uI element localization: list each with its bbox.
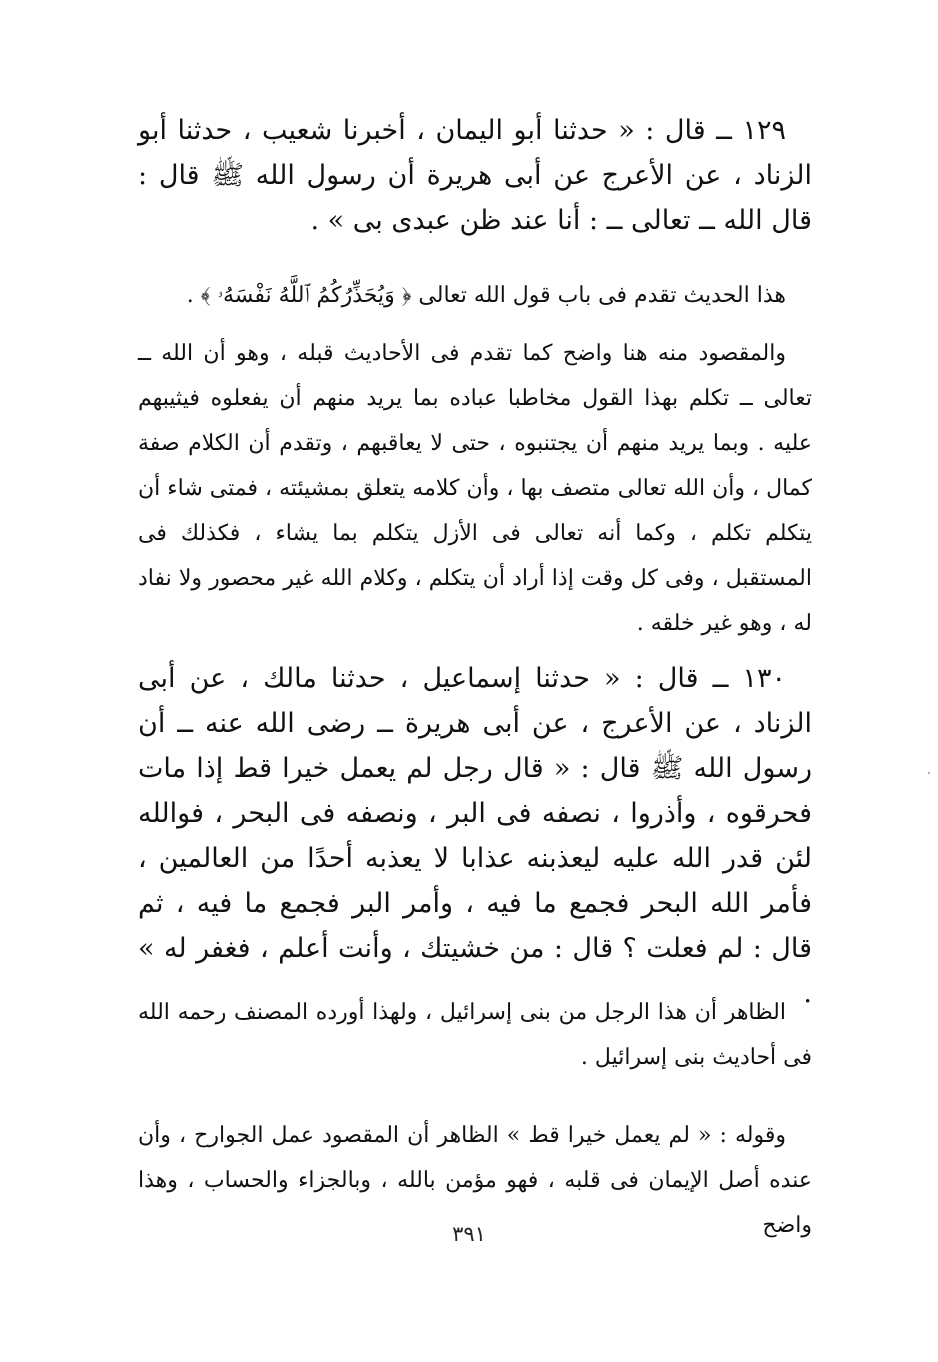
margin-speck xyxy=(928,772,930,774)
hadith-129-block xyxy=(138,108,812,243)
commentary-129-paragraph-2: والمقصود منه هنا واضح كما تقدم فى الأحاديث قبله ، وهو أن الله ــ تعالى ــ تكلم بهذا القول مخاطبا عباده بما يريد منهم أن يفعلوه فيثيبهم عليه . وبما يريد منهم أن يجتنبوه ، حتى لا يعاقبهم ، وتقدم أن الكلام صفة كمال ، وأن الله تعالى متصف بها ، وأن كلامه يتعلق بمشيئته ، فمتى شاء أن يتكلم تكلم ، وكما أنه تعالى فى الأزل يتكلم بما يشاء ، فكذلك فى المستقبل ، وفى كل وقت إذا أراد أن يتكلم ، وكلام الله غير محصور ولا نفاد له ، وهو غير خلقه . xyxy=(138,341,812,636)
commentary-129-paragraph-1: هذا الحديث تقدم فى باب قول الله تعالى ﴿ وَيُحَذِّرُكُمُ ٱللَّهُ نَفْسَهُۥ ﴾ . xyxy=(186,283,786,308)
commentary-129-block-1 xyxy=(138,273,812,318)
page-number: ٣٩١ xyxy=(452,1222,486,1246)
hadith-130-block xyxy=(138,656,812,1016)
hadith-129-text: ١٢٩ ــ قال : « حدثنا أبو اليمان ، أخبرنا شعيب ، حدثنا أبو الزناد ، عن الأعرج عن أبى هريرة أن رسول الله ﷺ قال : قال الله ــ تعالى ــ : أنا عند ظن عبدى بى » . xyxy=(138,115,812,236)
commentary-130-paragraph-1: الظاهر أن هذا الرجل من بنى إسرائيل ، ولهذا أورده المصنف رحمه الله فى أحاديث بنى إسرائيل . xyxy=(138,1000,812,1070)
commentary-130-block-1 xyxy=(138,990,812,1080)
commentary-130-paragraph-2: وقوله : « لم يعمل خيرا قط » الظاهر أن المقصود عمل الجوارح ، وأن عنده أصل الإيمان فى قلبه ، فهو مؤمن بالله ، وبالجزاء والحساب ، وهذا واضح xyxy=(138,1123,812,1238)
hadith-130-text: ١٣٠ ــ قال : « حدثنا إسماعيل ، حدثنا مالك ، عن أبى الزناد ، عن الأعرج ، عن أبى هريرة ــ رضى الله عنه ــ أن رسول الله ﷺ قال : « قال رجل لم يعمل خيرا قط إذا مات فحرقوه ، وأذروا ، نصفه فى البر ، ونصفه فى البحر ، فوالله لئن قدر الله عليه ليعذبنه عذابا لا يعذبه أحدًا من العالمين ، فأمر الله البحر فجمع ما فيه ، وأمر البر فجمع ما فيه ، ثم قال : لم فعلت ؟ قال : من خشيتك ، وأنت أعلم ، فغفر له » . xyxy=(138,663,812,1009)
commentary-129-block-2 xyxy=(138,331,812,646)
